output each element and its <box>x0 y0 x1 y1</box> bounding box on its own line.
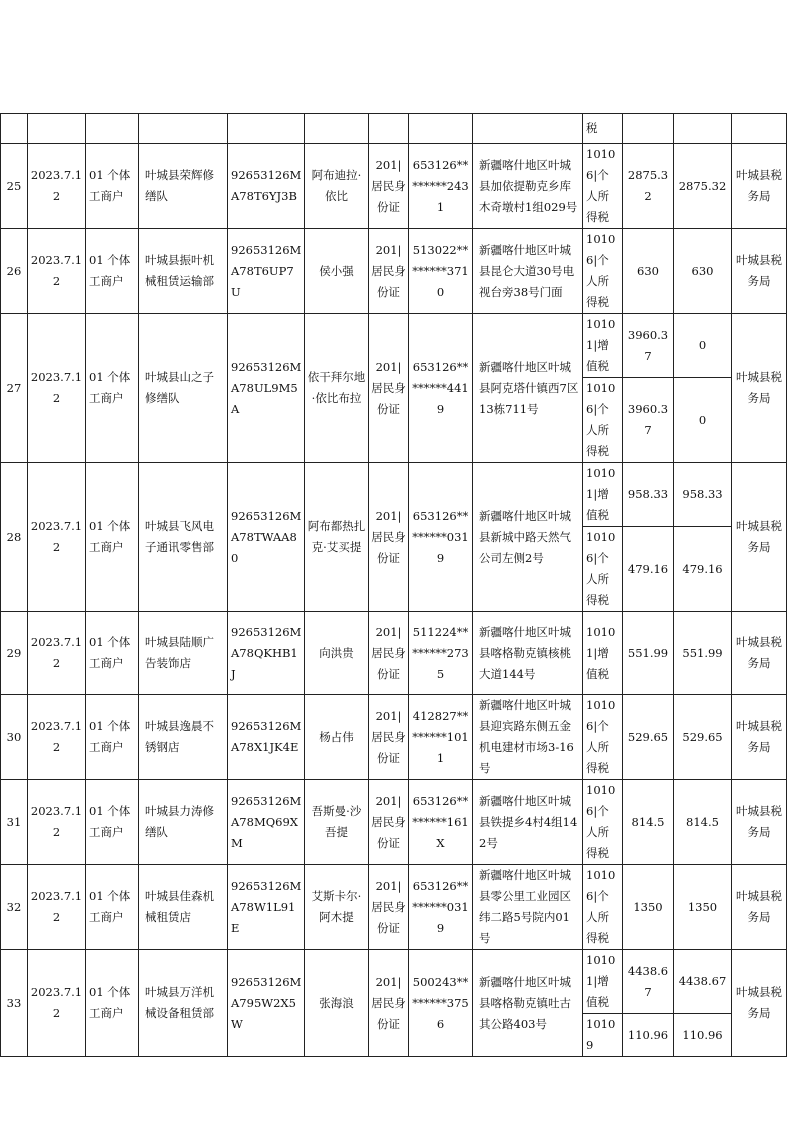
address-cell: 新疆喀什地区叶城县昆仑大道30号电视台旁38号门面 <box>473 229 583 314</box>
id-type-cell: 201|居民身份证 <box>369 865 409 950</box>
tax-type-cell: 10101|增值税 <box>583 314 623 378</box>
table-row <box>1 780 787 865</box>
address-cell: 新疆喀什地区叶城县零公里工业园区纬二路5号院内01号 <box>473 865 583 950</box>
tax-authority-cell: 叶城县税务局 <box>732 695 787 780</box>
tax-type-cell: 10106|个人所得税 <box>583 229 623 314</box>
id-type-cell: 201|居民身份证 <box>369 314 409 463</box>
tax-type-cell: 10106|个人所得税 <box>583 527 623 612</box>
date-cell: 2023.7.12 <box>28 229 86 314</box>
address-cell: 新疆喀什地区叶城县新城中路天然气公司左侧2号 <box>473 463 583 612</box>
credit-code-cell: 92653126MA78W1L91E <box>228 865 305 950</box>
date-cell: 2023.7.12 <box>28 612 86 695</box>
legal-person-cell: 向洪贵 <box>305 612 369 695</box>
tax-type-cell: 10106|个人所得税 <box>583 378 623 463</box>
taxpayer-name-cell: 叶城县荣辉修缮队 <box>139 144 228 229</box>
row-number: 26 <box>1 229 28 314</box>
tax-authority-cell: 叶城县税务局 <box>732 950 787 1057</box>
tax-owed-cell: 0 <box>674 378 732 463</box>
tax-owed-cell: 630 <box>674 229 732 314</box>
taxpayer-name-cell: 叶城县陆顺广告装饰店 <box>139 612 228 695</box>
taxpayer-name-cell: 叶城县万洋机械设备租赁部 <box>139 950 228 1057</box>
legal-person-cell: 艾斯卡尔·阿木提 <box>305 865 369 950</box>
table-row <box>1 950 787 1014</box>
address-cell: 新疆喀什地区叶城县铁提乡4村4组142号 <box>473 780 583 865</box>
tax-type-cell: 10106|个人所得税 <box>583 865 623 950</box>
address-cell: 新疆喀什地区叶城县阿克塔什镇西7区13栋711号 <box>473 314 583 463</box>
row-number: 32 <box>1 865 28 950</box>
tax-amount-cell: 3960.37 <box>623 378 674 463</box>
id-type-cell: 201|居民身份证 <box>369 695 409 780</box>
tax-type-cell: 10101|增值税 <box>583 463 623 527</box>
tax-amount-cell: 630 <box>623 229 674 314</box>
id-type-cell: 201|居民身份证 <box>369 144 409 229</box>
date-cell: 2023.7.12 <box>28 695 86 780</box>
id-type-cell: 201|居民身份证 <box>369 612 409 695</box>
tax-arrears-table <box>0 113 787 1057</box>
tax-owed-cell: 2875.32 <box>674 144 732 229</box>
id-number-cell: 653126********161X <box>409 780 473 865</box>
tax-authority-cell: 叶城县税务局 <box>732 865 787 950</box>
tax-amount-cell: 958.33 <box>623 463 674 527</box>
tax-owed-cell: 1350 <box>674 865 732 950</box>
address-cell: 新疆喀什地区叶城县喀格勒克镇核桃大道144号 <box>473 612 583 695</box>
row-number: 25 <box>1 144 28 229</box>
tax-owed-cell: 958.33 <box>674 463 732 527</box>
tax-amount-cell: 479.16 <box>623 527 674 612</box>
row-number: 28 <box>1 463 28 612</box>
tax-amount-cell: 4438.67 <box>623 950 674 1014</box>
tax-owed-cell: 529.65 <box>674 695 732 780</box>
table-row <box>1 229 787 314</box>
table-row <box>1 865 787 950</box>
row-number: 27 <box>1 314 28 463</box>
legal-person-cell: 张海浪 <box>305 950 369 1057</box>
tax-amount-cell: 3960.37 <box>623 314 674 378</box>
credit-code-cell: 92653126MA78TWAA80 <box>228 463 305 612</box>
tax-amount-cell: 1350 <box>623 865 674 950</box>
id-type-cell: 201|居民身份证 <box>369 780 409 865</box>
id-number-cell: 653126********2431 <box>409 144 473 229</box>
date-cell: 2023.7.12 <box>28 950 86 1057</box>
id-number-cell: 653126********4419 <box>409 314 473 463</box>
legal-person-cell: 侯小强 <box>305 229 369 314</box>
credit-code-cell: 92653126MA78UL9M5A <box>228 314 305 463</box>
id-type-cell: 201|居民身份证 <box>369 463 409 612</box>
legal-person-cell: 吾斯曼·沙吾提 <box>305 780 369 865</box>
tax-owed-cell: 4438.67 <box>674 950 732 1014</box>
table-row <box>1 695 787 780</box>
tax-owed-cell: 110.96 <box>674 1014 732 1057</box>
legal-person-cell: 依干拜尔地·依比布拉 <box>305 314 369 463</box>
credit-code-cell: 92653126MA78MQ69XM <box>228 780 305 865</box>
date-cell: 2023.7.12 <box>28 314 86 463</box>
row-number: 29 <box>1 612 28 695</box>
tax-owed-cell: 551.99 <box>674 612 732 695</box>
tax-owed-cell: 814.5 <box>674 780 732 865</box>
address-cell: 新疆喀什地区叶城县加依提勒克乡库木奇墩村1组029号 <box>473 144 583 229</box>
taxpayer-name-cell: 叶城县飞风电子通讯零售部 <box>139 463 228 612</box>
credit-code-cell: 92653126MA78QKHB1J <box>228 612 305 695</box>
date-cell: 2023.7.12 <box>28 780 86 865</box>
id-number-cell: 653126********0319 <box>409 463 473 612</box>
taxpayer-name-cell: 叶城县振叶机械租赁运输部 <box>139 229 228 314</box>
id-number-cell: 513022********3710 <box>409 229 473 314</box>
tax-authority-cell: 叶城县税务局 <box>732 780 787 865</box>
taxpayer-name-cell: 叶城县力涛修缮队 <box>139 780 228 865</box>
date-cell: 2023.7.12 <box>28 865 86 950</box>
category-cell: 01 个体工商户 <box>86 314 139 463</box>
credit-code-cell: 92653126MA795W2X5W <box>228 950 305 1057</box>
address-cell: 新疆喀什地区叶城县喀格勒克镇吐古其公路403号 <box>473 950 583 1057</box>
table-row <box>1 612 787 695</box>
tax-amount-cell: 2875.32 <box>623 144 674 229</box>
legal-person-cell: 阿布都热扎克·艾买提 <box>305 463 369 612</box>
row-number: 33 <box>1 950 28 1057</box>
id-number-cell: 511224********2735 <box>409 612 473 695</box>
tax-authority-cell: 叶城县税务局 <box>732 229 787 314</box>
tax-amount-cell: 110.96 <box>623 1014 674 1057</box>
tax-authority-cell: 叶城县税务局 <box>732 314 787 463</box>
category-cell: 01 个体工商户 <box>86 612 139 695</box>
tax-amount-cell: 814.5 <box>623 780 674 865</box>
category-cell: 01 个体工商户 <box>86 695 139 780</box>
taxpayer-name-cell: 叶城县逸晨不锈钢店 <box>139 695 228 780</box>
tax-type-cell: 10106|个人所得税 <box>583 144 623 229</box>
tax-amount-cell: 529.65 <box>623 695 674 780</box>
taxpayer-name-cell: 叶城县山之子修缮队 <box>139 314 228 463</box>
legal-person-cell: 杨占伟 <box>305 695 369 780</box>
tax-authority-cell: 叶城县税务局 <box>732 612 787 695</box>
category-cell: 01 个体工商户 <box>86 950 139 1057</box>
tax-type-cell: 10101|增值税 <box>583 950 623 1014</box>
table-row-continuation <box>1 114 787 144</box>
tax-owed-cell: 0 <box>674 314 732 378</box>
category-cell: 01 个体工商户 <box>86 144 139 229</box>
id-type-cell: 201|居民身份证 <box>369 229 409 314</box>
category-cell: 01 个体工商户 <box>86 780 139 865</box>
credit-code-cell: 92653126MA78T6UP7U <box>228 229 305 314</box>
tax-amount-cell: 551.99 <box>623 612 674 695</box>
tax-authority-cell: 叶城县税务局 <box>732 463 787 612</box>
id-number-cell: 500243********3756 <box>409 950 473 1057</box>
tax-type-cell: 10106|个人所得税 <box>583 695 623 780</box>
tax-authority-cell: 叶城县税务局 <box>732 144 787 229</box>
tax-type-cell: 10106|个人所得税 <box>583 780 623 865</box>
tax-type-cell: 10109 <box>583 1014 623 1057</box>
taxpayer-name-cell: 叶城县佳森机械租赁店 <box>139 865 228 950</box>
date-cell: 2023.7.12 <box>28 144 86 229</box>
legal-person-cell: 阿布迪拉·依比 <box>305 144 369 229</box>
tax-type-cell: 税 <box>583 114 623 144</box>
category-cell: 01 个体工商户 <box>86 229 139 314</box>
credit-code-cell: 92653126MA78X1JK4E <box>228 695 305 780</box>
table-row <box>1 463 787 527</box>
date-cell: 2023.7.12 <box>28 463 86 612</box>
category-cell: 01 个体工商户 <box>86 463 139 612</box>
id-type-cell: 201|居民身份证 <box>369 950 409 1057</box>
address-cell: 新疆喀什地区叶城县迎宾路东侧五金机电建材市场3-16号 <box>473 695 583 780</box>
id-number-cell: 653126********0319 <box>409 865 473 950</box>
category-cell: 01 个体工商户 <box>86 865 139 950</box>
tax-type-cell: 10101|增值税 <box>583 612 623 695</box>
row-number: 31 <box>1 780 28 865</box>
id-number-cell: 412827********1011 <box>409 695 473 780</box>
table-row <box>1 144 787 229</box>
credit-code-cell: 92653126MA78T6YJ3B <box>228 144 305 229</box>
row-number: 30 <box>1 695 28 780</box>
tax-owed-cell: 479.16 <box>674 527 732 612</box>
table-row <box>1 314 787 378</box>
